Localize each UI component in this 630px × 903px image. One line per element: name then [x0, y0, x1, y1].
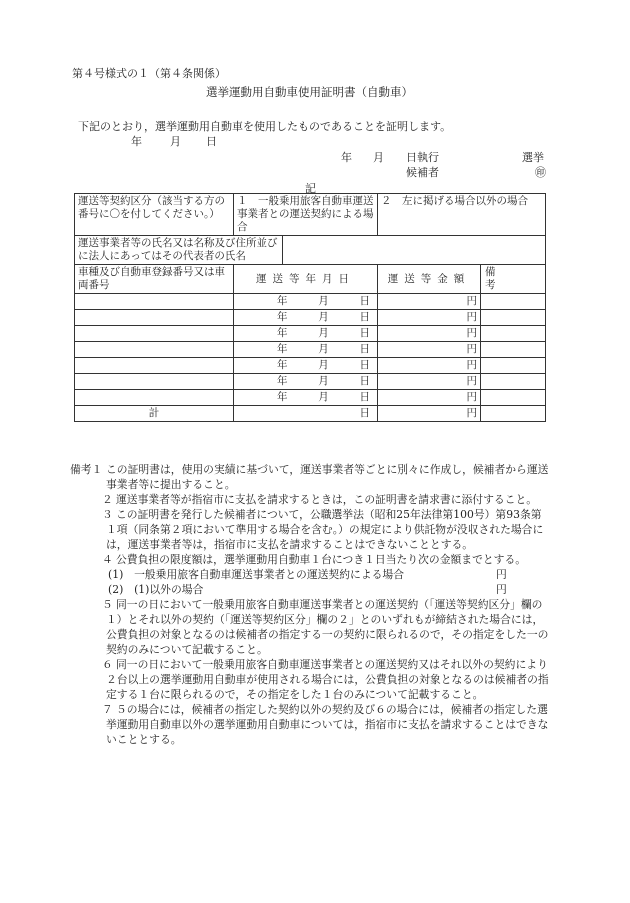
remarks-cell[interactable]: [481, 374, 546, 390]
date-cell[interactable]: [234, 310, 378, 326]
contract-option-2[interactable]: ２ 左に掲げる場合以外の場合: [378, 194, 546, 236]
note-5: [72, 597, 552, 657]
note-4-sub-2: [72, 582, 552, 597]
total-date-cell: [234, 406, 378, 422]
amount-cell[interactable]: 円: [378, 326, 481, 342]
ki-label: 記: [305, 182, 316, 195]
total-row: [75, 406, 546, 422]
header-row: [75, 265, 546, 294]
date-cell[interactable]: [234, 358, 378, 374]
col-date: 運送等年月日: [234, 265, 378, 294]
remarks-cell[interactable]: [481, 358, 546, 374]
date-month: 月: [318, 327, 329, 339]
date-month: 月: [318, 311, 329, 323]
date-day: 日: [359, 343, 370, 355]
table-row: [75, 390, 546, 406]
col-remarks-text: 備考: [485, 266, 524, 291]
note-4-number: ４: [102, 553, 113, 566]
col-remarks: [481, 265, 546, 294]
note-5-text: 同一の日において一般乗用旅客自動車運送事業者との運送契約（「運送等契約区分」欄の１）とそれ以外の契約（「運送等契約区分」欄の２」とのいずれもが締結された場合には，公費負担の対象となるのは候補者の指定する一の契約に限られるので，その指定をした一の契約のみについて記載すること。: [106, 598, 549, 656]
vehicle-cell[interactable]: [75, 342, 234, 358]
note-7: [72, 702, 552, 747]
amount-cell[interactable]: 円: [378, 342, 481, 358]
total-day: 日: [359, 407, 370, 419]
note-6-text: 同一の日において一般乗用旅客自動車運送事業者との運送契約又はそれ以外の契約により２台以上の選挙運動用自動車が使用される場合には，公費負担の対象となるのは候補者の指定する１台に限られるので，その指定をした１台のみについて記載すること。: [106, 658, 549, 701]
intro-text: 下記のとおり，選挙運動用自動車を使用したものであることを証明します。: [78, 120, 452, 133]
col-vehicle: 車種及び自動車登録番号又は車両番号: [75, 265, 234, 294]
note-6: [72, 657, 552, 702]
date-month: 月: [318, 375, 329, 387]
note-4-sub-1: [72, 567, 552, 582]
date-month: 月: [318, 343, 329, 355]
election-year: 年: [341, 151, 352, 164]
remarks-cell[interactable]: [481, 326, 546, 342]
date-cell[interactable]: [234, 326, 378, 342]
remarks-cell[interactable]: [481, 390, 546, 406]
vehicle-cell[interactable]: [75, 390, 234, 406]
issue-date-month: 月: [170, 135, 181, 148]
date-year: 年: [277, 375, 288, 387]
date-year: 年: [277, 391, 288, 403]
operator-label: 運送事業者等の氏名又は名称及び住所並びに法人にあってはその代表者の氏名: [75, 236, 283, 265]
amount-cell[interactable]: 円: [378, 294, 481, 310]
note-4-text: 公費負担の限度額は，選挙運動用自動車１台につき１日当たり次の金額までとする。: [116, 553, 527, 566]
note-1-text: この証明書は，使用の実績に基づいて，運送事業者等ごとに別々に作成し，候補者から運送事業者等に提出すること。: [106, 463, 549, 491]
note-6-number: ６: [102, 658, 113, 671]
issue-date-day: 日: [206, 135, 217, 148]
date-cell[interactable]: [234, 390, 378, 406]
table-row: [75, 326, 546, 342]
date-day: 日: [359, 311, 370, 323]
operator-row: [75, 236, 546, 265]
seal-mark: ㊞: [535, 166, 546, 179]
total-amount[interactable]: 円: [378, 406, 481, 422]
table-row: [75, 310, 546, 326]
note-4: [72, 552, 552, 567]
remarks-cell[interactable]: [481, 342, 546, 358]
candidate-label: 候補者: [406, 166, 439, 179]
note-4-sub-1-text: (1) 一般乗用旅客自動車運送事業者との運送契約による場合: [108, 568, 405, 581]
vehicle-cell[interactable]: [75, 358, 234, 374]
note-1: [72, 462, 552, 492]
remarks-cell[interactable]: [481, 294, 546, 310]
date-year: 年: [277, 311, 288, 323]
vehicle-cell[interactable]: [75, 294, 234, 310]
table-row: [75, 374, 546, 390]
note-4-sub-2-text: (2) (1)以外の場合: [108, 583, 204, 596]
note-3: [72, 507, 552, 552]
note-4-sub-1-yen: 円: [496, 568, 507, 581]
date-day: 日: [359, 295, 370, 307]
vehicle-cell[interactable]: [75, 374, 234, 390]
remarks-cell[interactable]: [481, 310, 546, 326]
election-label: 選挙: [522, 151, 544, 164]
vehicle-cell[interactable]: [75, 310, 234, 326]
amount-cell[interactable]: 円: [378, 358, 481, 374]
date-month: 月: [318, 391, 329, 403]
note-3-number: ３: [102, 508, 113, 521]
amount-cell[interactable]: 円: [378, 374, 481, 390]
date-day: 日: [359, 359, 370, 371]
vehicle-cell[interactable]: [75, 326, 234, 342]
note-5-number: ５: [102, 598, 113, 611]
note-7-number: ７: [102, 703, 113, 716]
date-year: 年: [277, 343, 288, 355]
document-title: 選挙運動用自動車使用証明書（自動車）: [206, 85, 413, 99]
note-7-text: ５の場合には，候補者の指定した契約以外の契約及び６の場合には，候補者の指定した選挙運動用自動車以外の選挙運動用自動車については，指宿市に支払を請求することはできないこととする。: [106, 703, 549, 746]
contract-label: 運送等契約区分（該当する方の番号に〇を付してください。）: [75, 194, 234, 236]
note-2-text: 運送事業者等が指宿市に支払を請求するときは，この証明書を請求書に添付すること。: [116, 493, 538, 506]
table-row: [75, 294, 546, 310]
total-remarks[interactable]: [481, 406, 546, 422]
table-row: [75, 342, 546, 358]
issue-date-year: 年: [131, 135, 142, 148]
notes-label: 備考１: [70, 463, 103, 476]
election-month: 月: [373, 151, 384, 164]
col-amount: 運送等金額: [378, 265, 481, 294]
amount-cell[interactable]: 円: [378, 310, 481, 326]
date-cell[interactable]: [234, 342, 378, 358]
date-month: 月: [318, 359, 329, 371]
date-year: 年: [277, 359, 288, 371]
date-day: 日: [359, 327, 370, 339]
date-cell[interactable]: [234, 294, 378, 310]
contract-option-1[interactable]: １ 一般乗用旅客自動車運送事業者との運送契約による場合: [234, 194, 378, 236]
form-number: 第４号様式の１（第４条関係）: [72, 67, 226, 80]
operator-value[interactable]: [283, 236, 546, 265]
notes-section: [72, 462, 552, 747]
amount-cell[interactable]: 円: [378, 390, 481, 406]
date-month: 月: [318, 295, 329, 307]
contract-row: [75, 194, 546, 236]
note-4-sub-2-yen: 円: [496, 583, 507, 596]
note-2: [72, 492, 552, 507]
note-2-number: ２: [102, 493, 113, 506]
date-cell[interactable]: [234, 374, 378, 390]
date-year: 年: [277, 295, 288, 307]
table-row: [75, 358, 546, 374]
date-year: 年: [277, 327, 288, 339]
total-label: 計: [75, 406, 234, 422]
date-day: 日: [359, 375, 370, 387]
usage-table: [74, 193, 546, 422]
note-3-text: この証明書を発行した候補者について，公職選挙法（昭和25年法律第100号）第93条第１項（同条第２項において準用する場合を含む。）の規定により供託物が没収された場合には，運送事業者等は，指宿市に支払を請求することはできないこととする。: [106, 508, 544, 551]
election-day-exec: 日執行: [406, 151, 439, 164]
date-day: 日: [359, 391, 370, 403]
